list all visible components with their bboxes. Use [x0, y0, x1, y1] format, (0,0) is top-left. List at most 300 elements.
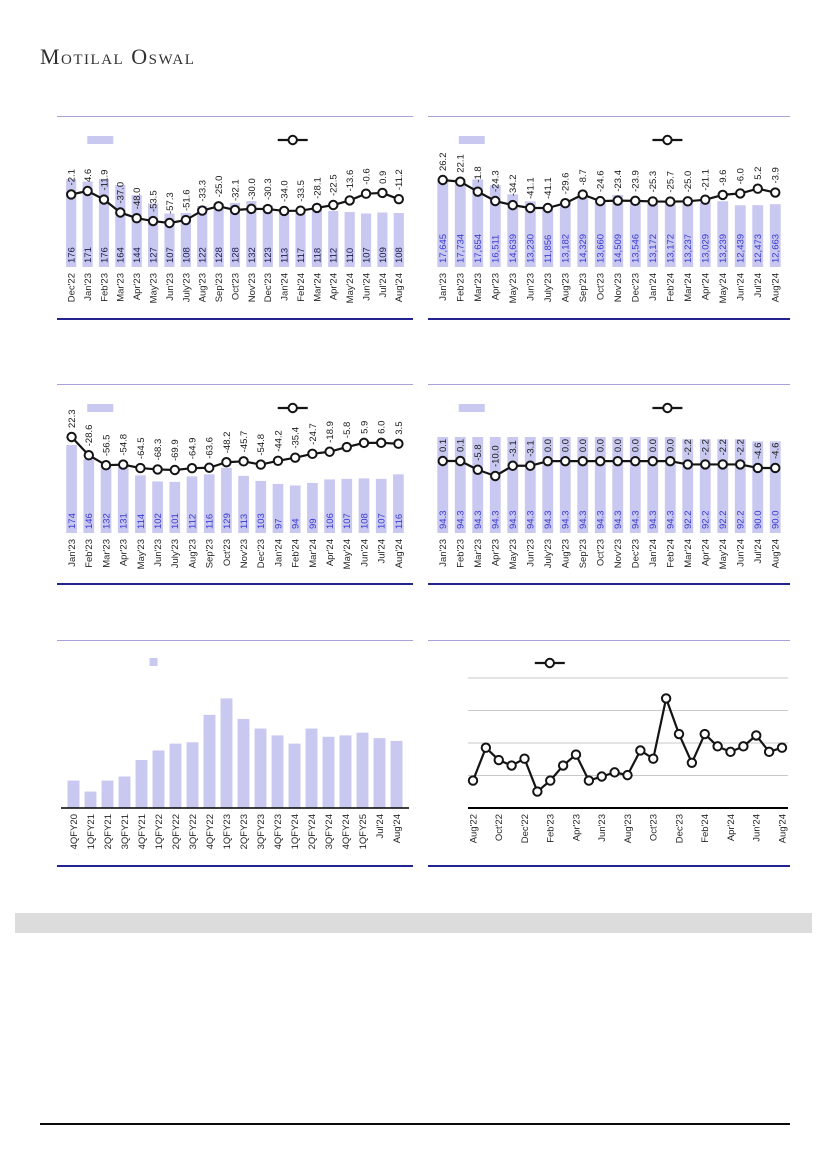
bar	[136, 760, 148, 808]
bar	[85, 792, 97, 808]
x-tick-label: Feb'24	[700, 814, 712, 843]
line-value-label: -28.6	[84, 424, 96, 447]
line-marker	[133, 214, 141, 222]
bar-value-label: 13,172	[665, 233, 677, 263]
bar-value-label: 13,172	[648, 233, 660, 263]
line-marker	[394, 440, 402, 448]
bar-value-label: 112	[187, 513, 199, 529]
line-value-label: -69.9	[170, 439, 182, 461]
line-marker	[222, 458, 230, 466]
chart-svg-middle-left	[57, 385, 413, 583]
bar-value-label: 92.2	[700, 510, 712, 529]
line-marker	[544, 457, 552, 465]
chart-svg-bottom-right	[428, 641, 790, 865]
bar-value-label: 92.2	[683, 510, 695, 529]
line-marker	[100, 195, 108, 203]
x-tick-label: Aug'24	[391, 814, 403, 844]
line-marker	[491, 197, 499, 205]
bar	[238, 719, 250, 808]
line-value-label: -21.1	[700, 169, 712, 191]
line-marker	[439, 176, 447, 184]
bar-value-label: 106	[325, 513, 336, 529]
x-tick-label: Apr'23	[118, 539, 130, 567]
line-marker	[149, 217, 157, 225]
x-tick-label: Jul'24	[753, 539, 765, 564]
bar	[255, 729, 267, 808]
line-marker	[85, 451, 93, 459]
line-value-label: -24.6	[595, 170, 607, 193]
line-marker	[778, 744, 786, 752]
x-tick-label: Apr'23	[490, 273, 502, 301]
bar-value-label: 127	[148, 247, 160, 263]
bar-value-label: 110	[345, 247, 357, 263]
x-tick-label: Apr'24	[700, 539, 712, 567]
legend-bar-swatch	[87, 404, 113, 412]
x-tick-label: 4QFY22	[204, 814, 216, 850]
x-tick-label: Jun'23	[525, 539, 537, 567]
line-marker	[526, 462, 534, 470]
x-tick-label: 1QFY22	[153, 814, 165, 850]
line-marker	[205, 464, 213, 472]
x-tick-label: Aug'22	[468, 814, 480, 844]
line-value-label: -18.9	[325, 421, 336, 443]
bar	[272, 735, 284, 808]
line-value-label: 22.3	[67, 409, 78, 428]
x-tick-label: Jun'23	[525, 273, 537, 301]
x-tick-label: Jul'24	[376, 539, 388, 564]
line-marker	[596, 197, 604, 205]
x-tick-label: Apr'24	[328, 273, 340, 301]
x-tick-label: Jan'23	[438, 273, 450, 301]
x-tick-label: 2QFY24	[306, 814, 318, 850]
x-tick-label: 1QFY23	[221, 814, 233, 850]
x-tick-label: Nov'23	[239, 539, 250, 569]
line-marker	[754, 185, 762, 193]
x-tick-label: Feb'24	[290, 539, 302, 568]
line-value-label: -25.7	[665, 170, 677, 193]
bar-value-label: 94.3	[578, 510, 590, 529]
line-marker	[719, 191, 727, 199]
x-tick-label: 4QFY21	[136, 814, 148, 850]
line-marker	[649, 457, 657, 465]
x-tick-label: Apr'23	[571, 814, 583, 842]
bar-value-label: 94.3	[560, 510, 572, 529]
bar	[68, 781, 80, 808]
line-value-label: 0.0	[560, 438, 572, 453]
line-value-label: -3.9	[770, 167, 782, 184]
x-tick-label: Jul'24	[753, 273, 765, 298]
bar	[289, 744, 301, 808]
x-tick-label: Feb'23	[455, 539, 467, 568]
line-value-label: -33.3	[197, 179, 209, 202]
line-value-label: -29.6	[560, 172, 572, 195]
line-marker	[153, 465, 161, 473]
line-marker	[231, 206, 239, 214]
line-marker	[688, 759, 696, 767]
line-marker	[631, 197, 639, 205]
legend-bar-swatch	[87, 136, 113, 144]
bar-value-label: 122	[197, 247, 209, 263]
x-tick-label: 4QFY20	[68, 814, 80, 850]
bar	[153, 750, 165, 808]
line-marker	[308, 450, 316, 458]
x-tick-label: Dec'23	[674, 814, 686, 844]
line-marker	[509, 462, 517, 470]
bar-value-label: 94.3	[613, 510, 625, 529]
line-marker	[614, 196, 622, 204]
bar-value-label: 11,856	[543, 234, 555, 263]
line-marker	[67, 433, 75, 441]
line-value-label: -1.8	[473, 166, 485, 183]
x-tick-label: Feb'23	[99, 273, 111, 302]
bar-value-label: 13,239	[718, 233, 730, 263]
x-tick-label: Mar'24	[683, 273, 695, 302]
line-value-label: -54.8	[256, 433, 268, 456]
x-tick-label: Oct'23	[595, 539, 607, 567]
bar-value-label: 113	[279, 247, 291, 263]
line-marker	[636, 746, 644, 754]
x-tick-label: Jun'24	[359, 539, 371, 567]
chart-svg-middle-right	[428, 385, 790, 583]
x-tick-label: July'23	[543, 273, 555, 303]
line-value-label: 0.1	[438, 438, 450, 452]
line-value-label: -51.6	[181, 189, 193, 212]
bar-value-label: 14,639	[508, 233, 520, 263]
line-value-label: -3.1	[508, 440, 520, 457]
x-tick-label: 1QFY21	[85, 814, 97, 850]
bar-value-label: 144	[132, 247, 144, 263]
bar-value-label: 97	[273, 518, 285, 529]
line-marker	[666, 197, 674, 205]
x-tick-label: Jun'23	[153, 539, 164, 567]
x-tick-label: Jun'24	[751, 814, 763, 842]
line-value-label: -8.7	[578, 169, 590, 186]
bar-value-label: 94.3	[473, 510, 485, 529]
bar-value-label: 108	[359, 513, 371, 529]
line-value-label: -34.2	[508, 174, 520, 197]
x-tick-label: Dec'23	[256, 539, 268, 569]
line-marker	[439, 457, 447, 465]
line-value-label: -32.1	[230, 179, 242, 201]
line-marker	[559, 761, 567, 769]
line-marker	[579, 457, 587, 465]
line-marker	[719, 460, 727, 468]
line-marker	[456, 457, 464, 465]
bar	[204, 715, 216, 808]
line-marker	[296, 206, 304, 214]
bar-value-label: 92.2	[718, 510, 730, 529]
bar-value-label: 107	[376, 513, 388, 529]
x-tick-label: Oct'22	[494, 814, 506, 842]
line-value-label: -30.3	[263, 178, 275, 201]
bar-value-label: 14,329	[578, 233, 590, 263]
line-marker	[546, 776, 554, 784]
x-tick-label: Feb'24	[665, 539, 677, 568]
bar-value-label: 128	[214, 247, 226, 263]
line-value-label: -2.2	[700, 439, 712, 456]
bar-value-label: 13,237	[683, 233, 695, 263]
chart-svg-bottom-left	[57, 641, 413, 865]
bar-value-label: 118	[312, 247, 324, 263]
line-value-label: -2.2	[683, 439, 695, 456]
line-value-label: -41.1	[543, 177, 555, 199]
bar-value-label: 13,029	[700, 233, 712, 263]
line-marker	[533, 787, 541, 795]
bar-value-label: 171	[82, 247, 94, 263]
line-value-label: 6.0	[376, 420, 388, 434]
bar-value-label: 94.3	[508, 510, 520, 529]
x-tick-label: Sep'23	[204, 539, 216, 569]
x-tick-label: 2QFY23	[238, 814, 250, 850]
line-value-label: -5.8	[342, 421, 354, 439]
bar	[102, 781, 114, 808]
line-marker	[684, 197, 692, 205]
line-marker	[291, 453, 299, 461]
x-tick-label: Aug'23	[560, 273, 572, 303]
legend-line-swatch	[652, 404, 682, 412]
line-marker	[765, 748, 773, 756]
x-tick-label: Jun'24	[735, 539, 747, 567]
line-marker	[171, 466, 179, 474]
x-tick-label: Jul'24	[377, 273, 389, 298]
x-tick-label: July'23	[181, 273, 193, 303]
line-value-label: -23.9	[630, 170, 642, 192]
line-value-label: 0.0	[648, 438, 660, 453]
line-marker	[736, 460, 744, 468]
x-tick-label: Aug'24	[777, 814, 789, 844]
x-tick-label: Nov'23	[613, 539, 625, 569]
bar-value-label: 129	[221, 513, 233, 529]
line-value-label: -25.3	[648, 170, 660, 193]
line-value-label: 4.6	[82, 168, 94, 182]
line-marker	[362, 189, 370, 197]
line-value-label: -25.0	[214, 175, 226, 198]
x-tick-label: Jan'23	[82, 273, 94, 301]
line-marker	[469, 776, 477, 784]
line-marker	[395, 195, 403, 203]
bar-value-label: 132	[101, 513, 113, 529]
x-tick-label: July'23	[543, 539, 555, 569]
line-marker	[274, 457, 282, 465]
x-tick-label: May'23	[508, 273, 520, 304]
x-tick-label: Sep'23	[578, 539, 590, 569]
x-tick-label: Sep'23	[214, 273, 226, 303]
line-marker	[579, 190, 587, 198]
chart-panel-top-left	[57, 116, 413, 320]
line-marker	[701, 730, 709, 738]
x-tick-label: Jun'24	[361, 273, 373, 301]
line-marker	[649, 197, 657, 205]
line-value-label: -64.5	[135, 437, 147, 460]
x-tick-label: May'24	[718, 273, 730, 304]
line-value-label: -57.3	[164, 192, 176, 214]
line-value-label: -2.2	[735, 439, 747, 456]
line-marker	[509, 201, 517, 209]
line-marker	[701, 195, 709, 203]
x-tick-label: Jan'24	[648, 273, 660, 301]
line-marker	[182, 216, 190, 224]
line-marker	[456, 178, 464, 186]
x-tick-label: Aug'24	[394, 273, 406, 303]
line-value-label: -6.0	[735, 168, 747, 185]
bar-value-label: 164	[115, 247, 127, 263]
bar-value-label: 94.3	[543, 510, 555, 529]
x-tick-label: Jan'24	[273, 539, 285, 567]
x-tick-label: 4QFY23	[272, 814, 284, 850]
line-value-label: -68.3	[153, 438, 164, 461]
x-tick-label: Mar'23	[115, 273, 127, 302]
line-value-label: -23.4	[613, 169, 625, 192]
line-marker	[507, 761, 515, 769]
line-value-label: 22.1	[455, 154, 467, 173]
line-value-label: -25.0	[683, 170, 695, 193]
bar-value-label: 116	[204, 513, 216, 529]
line-value-label: 5.9	[359, 420, 371, 434]
x-tick-label: 1QFY25	[357, 814, 369, 850]
x-tick-label: Oct'23	[221, 539, 233, 567]
line-value-label: -35.4	[290, 426, 302, 449]
line-marker	[188, 464, 196, 472]
line-value-label: 0.0	[543, 438, 555, 453]
line-marker	[83, 187, 91, 195]
x-tick-label: Aug'24	[770, 539, 782, 569]
line-marker	[572, 750, 580, 758]
line-marker	[325, 448, 333, 456]
line-value-label: -0.6	[361, 168, 373, 185]
x-tick-label: May'24	[342, 539, 354, 570]
chart-svg-top-right	[428, 117, 790, 318]
bar-value-label: 103	[256, 513, 268, 529]
bar	[306, 729, 318, 808]
x-tick-label: Mar'24	[307, 539, 319, 568]
line-value-label: -63.6	[204, 437, 216, 459]
x-tick-label: Mar'24	[312, 273, 324, 302]
line-marker	[561, 457, 569, 465]
line-marker	[102, 461, 110, 469]
chart-panel-bottom-right	[428, 640, 790, 867]
line-value-label: -24.3	[490, 170, 502, 193]
bar-value-label: 94	[290, 518, 302, 529]
line-value-label: -22.5	[328, 174, 340, 197]
x-tick-label: Aug'23	[197, 273, 209, 303]
chart-panel-top-right	[428, 116, 790, 320]
line-marker	[119, 460, 127, 468]
line-value-label: -37.0	[115, 181, 127, 204]
line-value-label: 5.2	[753, 166, 765, 180]
x-tick-label: May'23	[508, 539, 520, 570]
bar-value-label: 146	[84, 513, 96, 529]
x-tick-label: 1QFY24	[289, 814, 301, 850]
x-tick-label: Nov'23	[246, 273, 258, 303]
bar-value-label: 14,509	[613, 233, 625, 263]
x-tick-label: Apr'24	[700, 273, 712, 301]
footer-divider	[40, 1123, 790, 1125]
bar-value-label: 107	[164, 247, 176, 263]
line-value-label: -53.5	[148, 190, 160, 213]
line-marker	[474, 466, 482, 474]
x-tick-label: Feb'24	[295, 273, 307, 302]
line-value-label: -5.8	[473, 444, 485, 461]
bar	[391, 741, 403, 808]
line-value-label: -4.6	[753, 442, 765, 459]
line-marker	[662, 694, 670, 702]
line-marker	[378, 189, 386, 197]
line-value-label: 0.9	[377, 170, 389, 184]
x-tick-label: Aug'24	[770, 273, 782, 303]
x-tick-label: Jun'23	[597, 814, 609, 842]
x-tick-label: Jul'24	[374, 814, 386, 839]
line-marker	[345, 196, 353, 204]
x-tick-label: May'24	[718, 539, 730, 570]
line-marker	[257, 460, 265, 468]
legend-line-swatch	[535, 659, 565, 667]
x-tick-label: 3QFY22	[187, 814, 199, 850]
bar-value-label: 12,473	[753, 233, 765, 263]
legend-bar-swatch	[459, 136, 485, 144]
x-tick-label: Oct'23	[595, 273, 607, 301]
x-tick-label: Aug'23	[187, 539, 199, 569]
line-marker	[736, 189, 744, 197]
line-marker	[754, 464, 762, 472]
line-value-label: -30.0	[246, 178, 258, 200]
line-value-label: -45.7	[239, 430, 250, 453]
chart-panel-bottom-left	[57, 640, 413, 867]
bar-value-label: 174	[67, 513, 78, 529]
chart-panel-middle-left	[57, 384, 413, 585]
bar-value-label: 12,663	[770, 233, 782, 263]
x-tick-label: Mar'23	[473, 539, 485, 568]
line-value-label: -54.8	[118, 433, 130, 456]
bar-value-label: 113	[239, 513, 250, 529]
legend-line-swatch	[278, 136, 308, 144]
x-tick-label: Aug'23	[560, 539, 572, 569]
x-tick-label: Aug'23	[622, 814, 634, 844]
line-marker	[239, 457, 247, 465]
line-value-label: -41.1	[525, 177, 537, 199]
legend-bar-swatch	[459, 404, 485, 412]
line-value-label: -28.1	[312, 177, 324, 199]
line-marker	[491, 472, 499, 480]
line-value-label: -64.9	[187, 437, 199, 460]
line-value-label: -2.2	[718, 439, 730, 456]
line-marker	[343, 443, 351, 451]
line-marker	[771, 188, 779, 196]
bar-value-label: 94.3	[630, 510, 642, 529]
x-tick-label: Dec'23	[630, 273, 642, 303]
bar	[170, 744, 182, 808]
line-marker	[614, 457, 622, 465]
bar-value-label: 94.3	[455, 510, 467, 529]
chart-svg-top-left	[57, 117, 413, 318]
line-value-label: -11.9	[99, 169, 111, 191]
bar-value-label: 116	[393, 513, 405, 529]
line-marker	[264, 205, 272, 213]
line-marker	[713, 742, 721, 750]
bar	[323, 737, 335, 808]
bar-value-label: 131	[118, 513, 130, 529]
x-tick-label: Jan'24	[648, 539, 660, 567]
line-value-label: -56.5	[101, 434, 113, 457]
x-tick-label: Dec'23	[263, 273, 275, 303]
line-marker	[67, 190, 75, 198]
line-marker	[623, 771, 631, 779]
bar-value-label: 123	[263, 247, 275, 263]
bar-value-label: 108	[181, 247, 193, 263]
bar-value-label: 176	[99, 247, 111, 263]
line-value-label: 0.0	[613, 438, 625, 453]
line-value-label: -9.6	[718, 169, 730, 186]
bar	[374, 738, 386, 808]
